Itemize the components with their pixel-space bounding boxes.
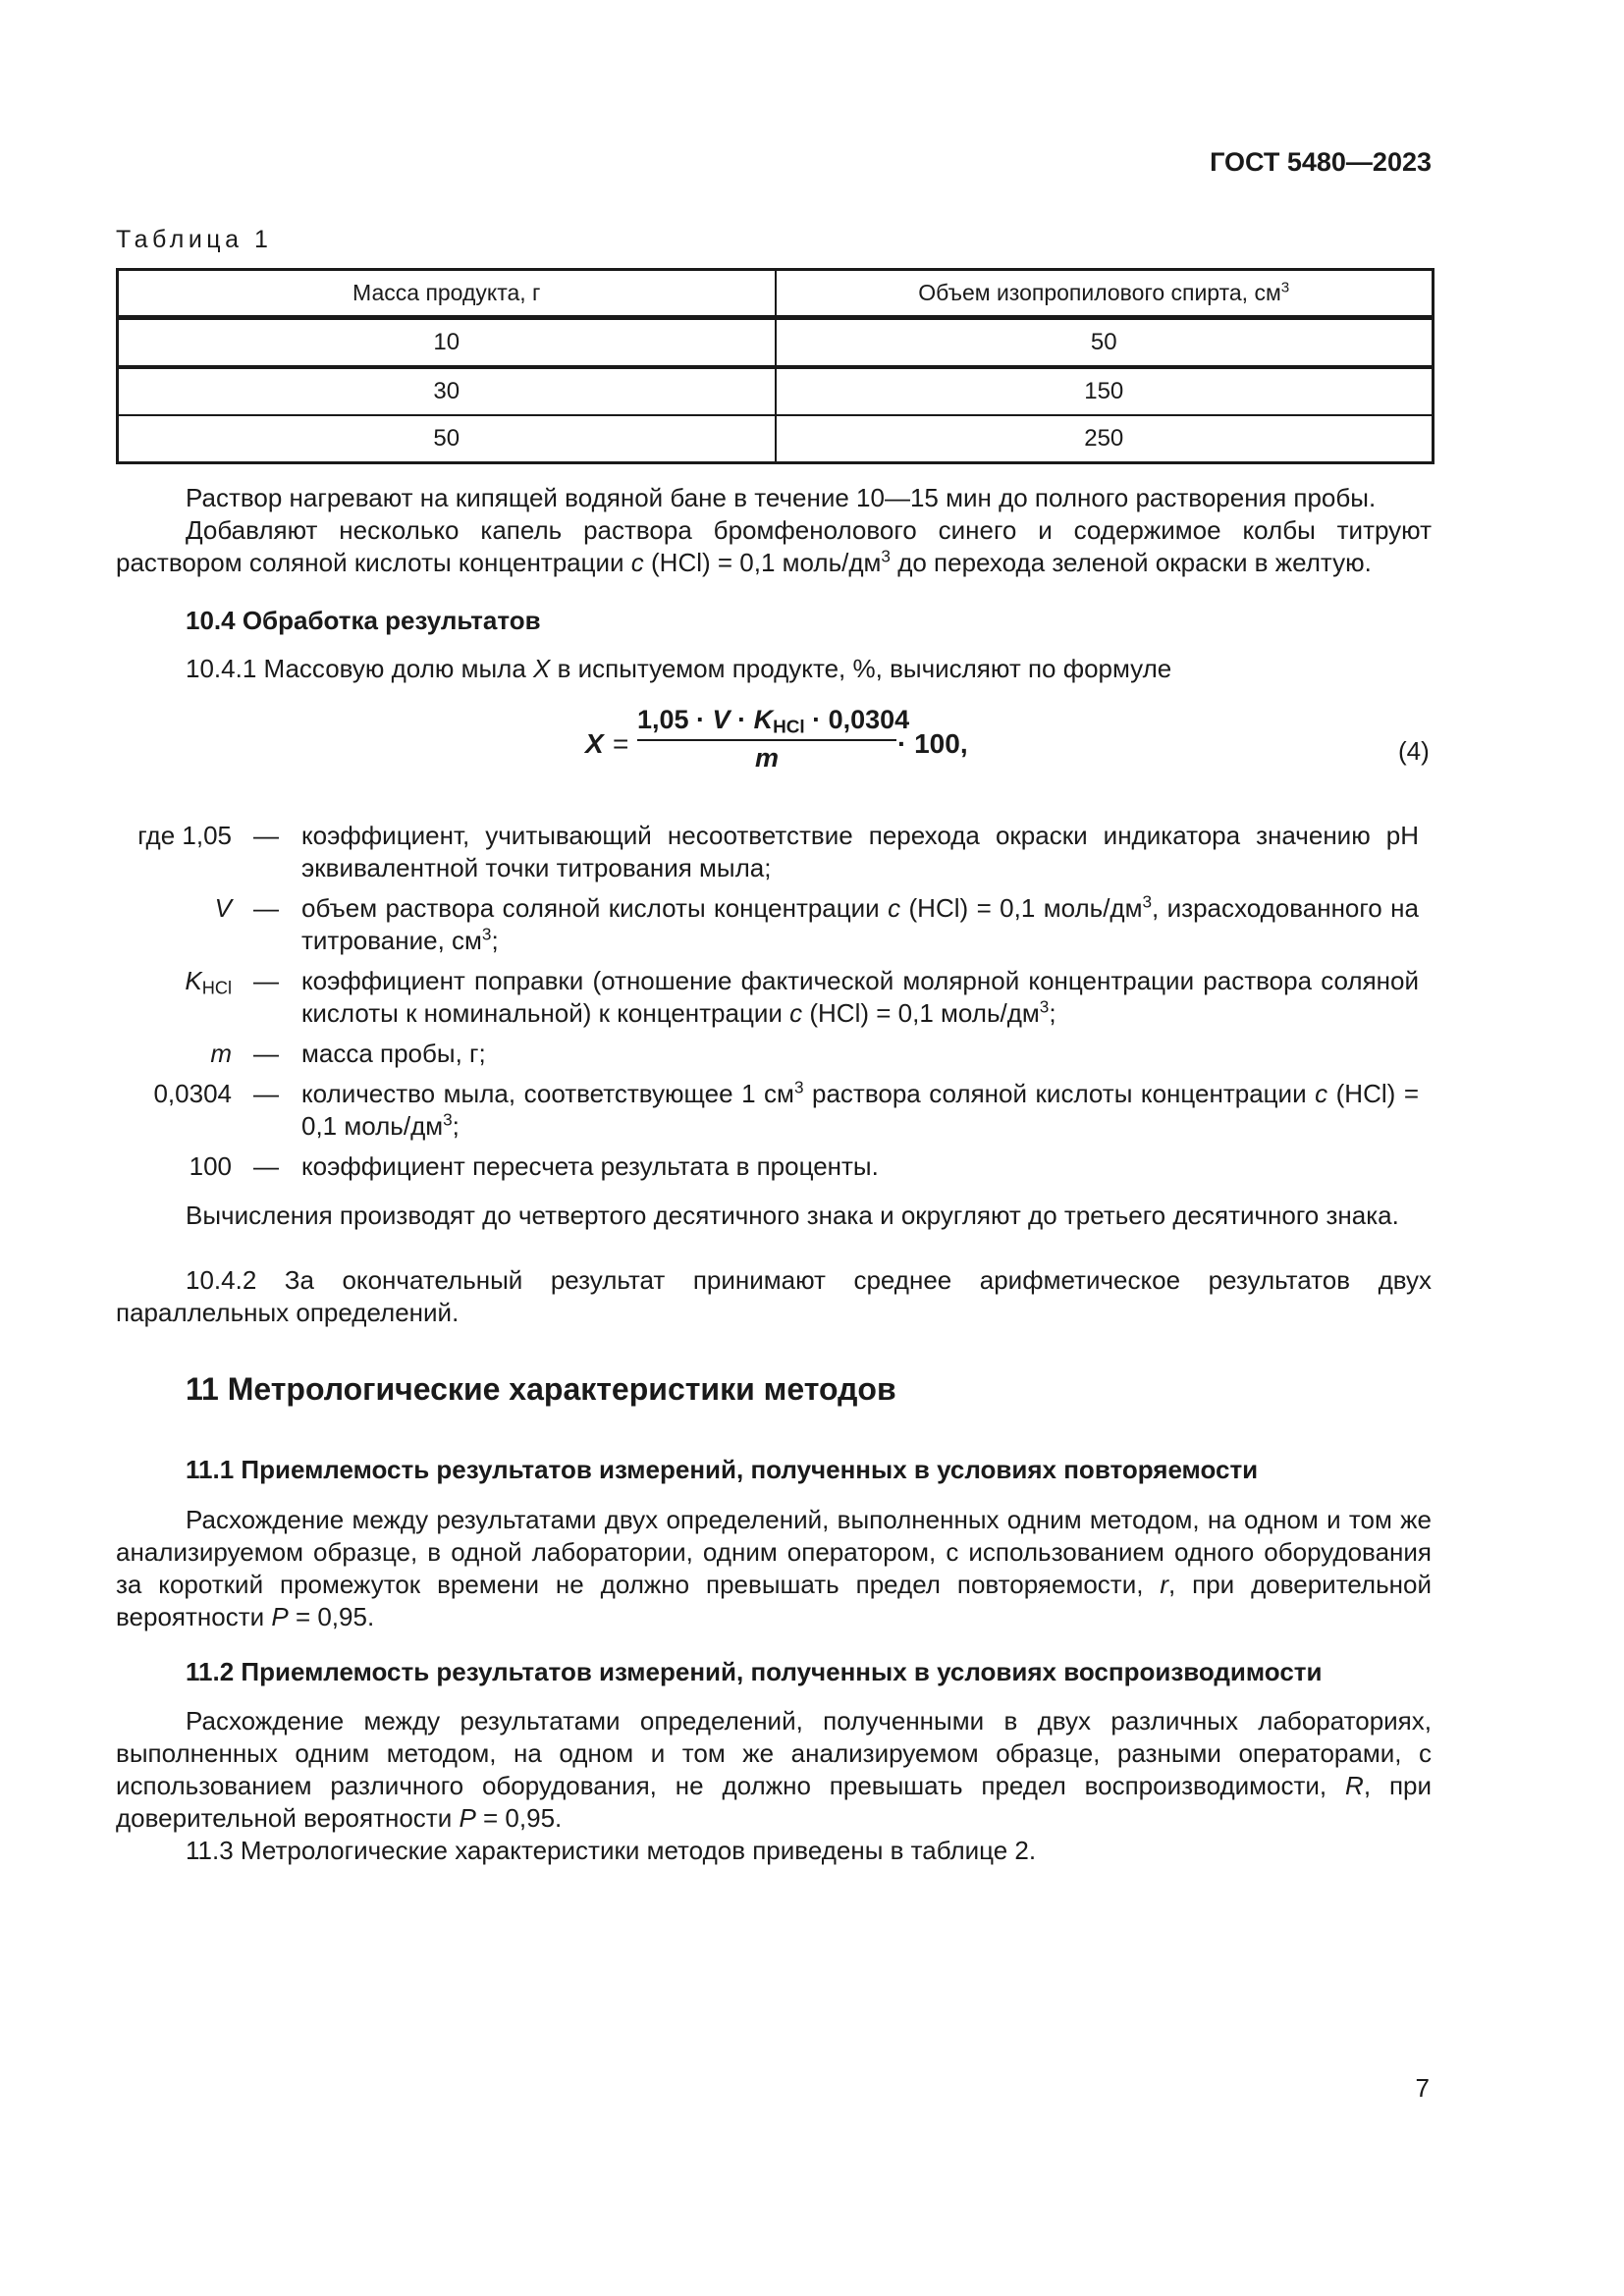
definition-dash: — <box>253 893 279 923</box>
paragraph-10-4-2: 10.4.2 За окончательный результат принимают среднее арифметическое результатов двух параллельных определений. <box>116 1265 1432 1327</box>
paragraph-11-3: 11.3 Метрологические характеристики методов приведены в таблице 2. <box>186 1836 1037 1865</box>
superscript: 3 <box>481 924 492 944</box>
superscript: 3 <box>881 546 891 566</box>
text: = 0,95. <box>475 1803 563 1833</box>
definitions-list <box>116 820 1419 1191</box>
definition-dash: — <box>253 966 279 995</box>
definition-symbol <box>116 820 232 852</box>
text: X <box>533 654 551 683</box>
paragraph-10-4-1 <box>186 653 1432 685</box>
text: объем раствора соляной кислоты концентрации <box>301 893 889 923</box>
text: · 0,0304 <box>804 705 910 734</box>
symbol-text: 0,0304 <box>153 1079 232 1108</box>
paragraph-dissolve: Раствор нагревают на кипящей водяной бане в течение 10—15 мин до полного растворения пробы. <box>186 483 1377 512</box>
text: , при доверительной вероятности <box>116 1570 1432 1631</box>
text: ; <box>452 1111 460 1141</box>
symbol-text: 100 <box>189 1151 232 1181</box>
formula-lhs: X <box>585 728 604 759</box>
text: 10.4.1 Массовую долю мыла <box>186 654 534 683</box>
document-id: ГОСТ 5480—2023 <box>1210 147 1432 177</box>
definition-item <box>116 1150 1419 1183</box>
text: r <box>1160 1570 1169 1599</box>
superscript: 3 <box>793 1077 804 1097</box>
text: раствора соляной кислоты концентрации <box>803 1079 1316 1108</box>
paragraph-11-1 <box>116 1504 1432 1633</box>
text: Расхождение между результатами двух определений, выполненных одним методом, на одном и том же анализируемом образце, в одной лаборатории, одним оператором, с использованием одного оборудования за короткий промежуток времени не должно превышать предел повторяемости, <box>116 1505 1432 1599</box>
text: масса пробы, г; <box>301 1039 486 1068</box>
text: количество мыла, соответствующее 1 см <box>301 1079 794 1108</box>
text: Добавляют несколько капель раствора бромфенолового синего и содержимое колбы титруют раствором соляной кислоты концентрации <box>116 515 1432 577</box>
symbol-text: V <box>214 893 232 923</box>
text: P <box>271 1602 289 1631</box>
superscript: 3 <box>443 1109 453 1130</box>
superscript: 3 <box>1039 996 1050 1017</box>
table-caption: Таблица 1 <box>116 226 273 253</box>
text: (HCl) = 0,1 моль/дм <box>643 548 882 577</box>
definition-symbol <box>116 892 232 925</box>
table-cell: 30 <box>118 367 776 415</box>
definition-text <box>301 1038 1419 1070</box>
column-header-mass: Масса продукта, г <box>118 270 776 318</box>
definition-text <box>301 820 1419 884</box>
section-heading-10-4: 10.4 Обработка результатов <box>186 606 541 635</box>
definition-text <box>301 1078 1419 1143</box>
definition-dash: — <box>253 1039 279 1068</box>
text: коэффициент поправки (отношение фактической молярной концентрации раствора соляной кислоты к номинальной) к концентрации <box>301 966 1419 1028</box>
text: ; <box>1049 998 1056 1028</box>
subscript: HCl <box>773 717 805 738</box>
paragraph-11-2 <box>116 1705 1432 1835</box>
text: (HCl) = 0,1 моль/дм <box>802 998 1040 1028</box>
table-row <box>118 318 1434 368</box>
definition-dash: — <box>253 1079 279 1108</box>
superscript: 3 <box>1142 891 1153 912</box>
text: 1,05 · <box>637 705 713 734</box>
text: (HCl) = 0,1 моль/дм <box>900 893 1143 923</box>
text: c <box>888 893 901 923</box>
formula-4 <box>585 705 978 793</box>
text: , израсходованного на титрование, см <box>301 893 1419 955</box>
text: V <box>712 705 731 734</box>
text: c <box>1315 1079 1328 1108</box>
text: K <box>753 705 774 734</box>
page-number: 7 <box>1415 2073 1430 2103</box>
definition-item <box>116 1038 1419 1070</box>
text: R <box>1345 1771 1364 1800</box>
subscript: HCl <box>201 978 232 998</box>
text: c <box>789 998 803 1028</box>
definition-symbol <box>116 965 232 997</box>
text: c <box>630 548 644 577</box>
text: (HCl) = 0,1 моль/дм <box>301 1079 1419 1141</box>
definition-text <box>301 1150 1419 1183</box>
definition-item <box>116 965 1419 1030</box>
definition-symbol <box>116 1038 232 1070</box>
formula-tail: · 100, <box>897 728 968 759</box>
definition-text <box>301 892 1419 957</box>
section-heading-11-2: 11.2 Приемлемость результатов измерений, полученных в условиях воспроизводимости <box>186 1657 1323 1686</box>
table-cell: 250 <box>776 415 1434 463</box>
text: · <box>730 705 754 734</box>
text: коэффициент пересчета результата в проценты. <box>301 1151 879 1181</box>
fraction-bar <box>637 739 896 741</box>
paragraph-titration <box>116 514 1432 579</box>
definition-symbol <box>116 1150 232 1183</box>
definition-item <box>116 1078 1419 1143</box>
section-heading-11-1: 11.1 Приемлемость результатов измерений, полученных в условиях повторяемости <box>186 1455 1259 1484</box>
text: до перехода зеленой окраски в желтую. <box>890 548 1372 577</box>
table-row <box>118 367 1434 415</box>
definition-dash: — <box>253 821 279 850</box>
formula-numerator <box>637 705 910 738</box>
section-heading-11: 11 Метрологические характеристики методов <box>186 1371 896 1407</box>
text: ; <box>491 926 499 955</box>
table-cell: 10 <box>118 318 776 368</box>
column-header-volume <box>776 270 1434 318</box>
text: в испытуемом продукте, %, вычисляют по формуле <box>550 654 1172 683</box>
definition-symbol <box>116 1078 232 1110</box>
column-header-volume-text: Объем изопропилового спирта, см <box>918 280 1281 305</box>
text: P <box>459 1803 476 1833</box>
definition-item <box>116 892 1419 957</box>
symbol-text: где 1,05 <box>137 821 232 850</box>
superscript: 3 <box>1280 279 1290 296</box>
table-cell: 50 <box>776 318 1434 368</box>
table-cell: 50 <box>118 415 776 463</box>
definition-item <box>116 820 1419 884</box>
equation-number: (4) <box>1398 736 1430 766</box>
text: , при доверительной вероятности <box>116 1771 1433 1833</box>
definition-text <box>301 965 1419 1030</box>
text: коэффициент, учитывающий несоответствие перехода окраски индикатора значению pH эквивалентной точки титрования мыла; <box>301 821 1419 882</box>
symbol-text: K <box>185 966 202 995</box>
table-row <box>118 415 1434 463</box>
symbol-text: m <box>210 1039 232 1068</box>
paragraph-calculation: Вычисления производят до четвертого десятичного знака и округляют до третьего десятичного знака. <box>186 1201 1399 1230</box>
definition-dash: — <box>253 1151 279 1181</box>
text: Расхождение между результатами определений, полученными в двух различных лабораториях, выполненных одним методом, на одном и том же анализируемом образце, разными операторами, с использованием различного оборудования, не должно превышать предел воспроизводимости, <box>116 1706 1432 1800</box>
table-1 <box>116 268 1435 464</box>
formula-denominator: m <box>754 743 779 773</box>
table-cell: 150 <box>776 367 1434 415</box>
formula-fraction <box>637 705 910 774</box>
formula-equals: = <box>613 728 629 759</box>
text: = 0,95. <box>288 1602 375 1631</box>
